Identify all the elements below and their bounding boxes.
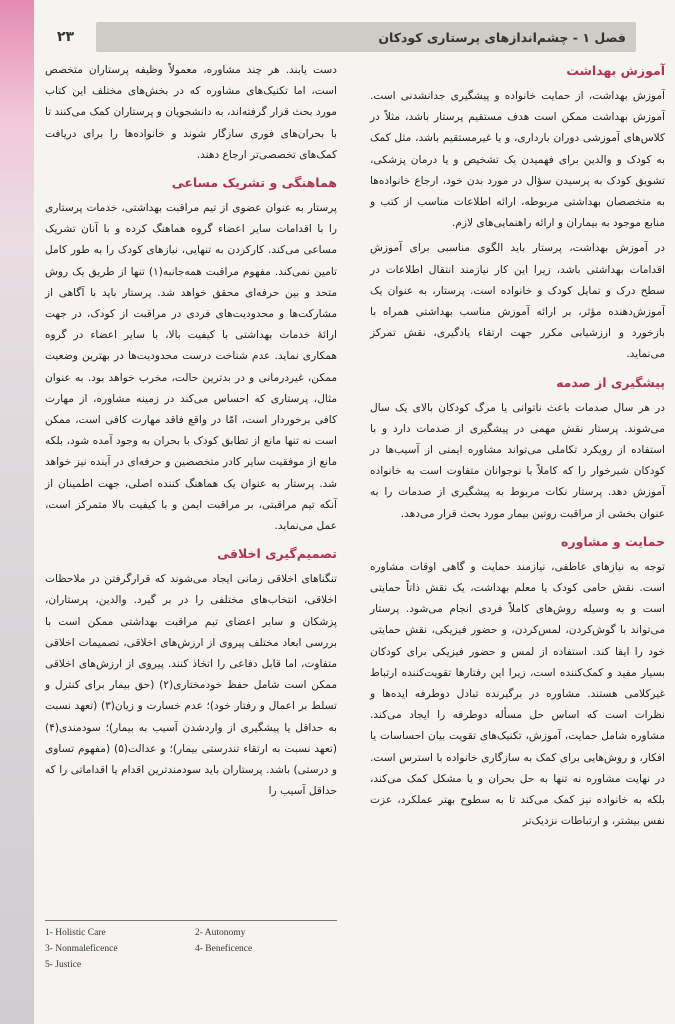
body-paragraph: توجه به نیازهای عاطفی، نیازمند حمایت و گاهی اوقات مشاوره است. نقش حامی کودک یا معلم بهداشت، یک نقش ذاتاً حمایتی است و به وسیله روش‌های کاملاً فردی انجام می‌شود. پرستار می‌تواند با گوش‌کردن، لمس‌کردن، و حضور فیزیکی، نقش حمایتی خود را ایفا کند. استفاده از لمس و حضور فیزیکی برای کودکان بسیار مفید و کمک‌کننده است، زیرا این رفتارها تقویت‌کننده ارتباط غیرکلامی هستند. مشاوره در برگیرنده تبادل دوطرفه ایده‌ها و نظرات است که اساس حل مسأله دوطرفه را ایجاد می‌کند. مشاوره شامل حمایت، آموزش، تکنیک‌های تقویت بیان احساسات یا افکار، و روش‌هایی برای کمک به سازگاری خانواده با استرس است. در نهایت مشاوره نه تنها به حل بحران و یا مشکل کمک می‌کند، بلکه به خانواده نیز کمک می‌کند تا به سطوح بهتر عملکرد، عزت نفس بیشتر، و ارتباطات نزدیک‌تر <box>370 560 665 828</box>
section-heading: تصمیم‌گیری اخلاقی <box>217 546 337 562</box>
chapter-title-bar <box>96 22 636 52</box>
section-heading: حمایت و مشاوره <box>561 533 665 549</box>
footnotes <box>45 920 337 973</box>
right-text-column <box>370 60 665 837</box>
body-paragraph: پرستار به عنوان عضوی از تیم مراقبت بهداشتی، خدمات پرستاری را با اقدامات سایر اعضاء گروه هماهنگ کرده و با آنان تشریک مساعی می‌کند. کارکردن به تنهایی، نیازهای کودک را به طور کامل تامین نمی‌کند. مفهوم مراقبت همه‌جانبه(۱) تنها از طریق یک روش متحد و بین حرفه‌ای محقق خواهد شد. پرستار باید با آگاهی از مشارکت‌ها و محدودیت‌های فردی در مراقبت از کودک، در جهت ارائهٔ خدمات بهداشتی با کیفیت بالا، با سایر اعضاء در گروه همکاری نماید. عدم شناخت درست محدودیت‌ها در بهترین وضعیت ممکن، غیردرمانی و در بدترین حالت، مخرب خواهد بود. به عنوان مثال، پرستاری که احساس می‌کند در زمینه مشاوره، از مهارت کافی برخوردار است، امّا در واقع فاقد مهارت کافی است، ممکن است نه تنها مانع از تطابق کودک با بحران به وجود آمده شود، بلکه مانع از موفقیت سایر کادر متخصصین و حرفه‌ای در آینده نیز خواهد شد. پرستار به عنوان یک هماهنگ کننده اصلی، جهت اطمینان از آنکه تیم مراقبتی، بر مراقبت ایمن و با کیفیت بالا متمرکز است، عمل می‌نماید. <box>45 202 337 533</box>
body-paragraph: تنگناهای اخلاقی زمانی ایجاد می‌شوند که قرارگرفتن در ملاحظات اخلاقی، انتخاب‌های مختلفی را در بر گیرد. والدین، پرستاران، پزشکان و سایر اعضای تیم مراقبت بهداشتی ممکن است با بررسی ابعاد مختلف پیروی از ارزش‌های اخلاقی، تصمیمات اخلاقی متفاوت، اما قابل دفاعی را اتخاذ کنند. پیروی از ارزش‌های اخلاقی ممکن است شامل حفظ خودمختاری(۲) (حق بیمار برای کنترل و تسلط بر اعمال و رفتار خود)؛ عدم خسارت و زیان(۳) (تعهد نسبت به حداقل یا پیشگیری از واردشدن آسیب به بیمار)؛ سودمندی(۴) (تعهد نسبت به ارتقاء تندرستی بیمار)؛ و عدالت(۵) (مفهوم تساوی و درستی) باشد. پرستاران باید سودمندترین اقدام یا اقداماتی را که حداقل آسیب را <box>45 573 338 798</box>
footnote-item: 4- Beneficence <box>195 944 253 954</box>
section-heading: پیشگیری از صدمه <box>556 374 665 390</box>
section-heading: آموزش بهداشت <box>566 63 665 78</box>
section-heading: هماهنگی و تشریک مساعی <box>171 175 337 191</box>
page-number: ۲۳ <box>56 29 75 45</box>
footnote-item: 3- Nonmaleficence <box>45 944 118 954</box>
footnote-item: 2- Autonomy <box>195 928 246 938</box>
left-text-column <box>45 60 337 807</box>
body-paragraph: دست یابند. هر چند مشاوره، معمولاً وظیفه پرستاران متخصص است، اما تکنیک‌های مشاوره که در بخش‌های مختلف این کتاب مورد بحث قرار گرفته‌اند، به دانشجویان و پرستاران کمک می‌کنند تا با بحران‌های فوری سازگار شوند و خانواده‌ها را برای دریافت کمک‌های تخصصی‌تر ارجاع دهند. <box>45 64 337 161</box>
body-paragraph: در آموزش بهداشت، پرستار باید الگوی مناسبی برای آموزش اقدامات بهداشتی باشد، زیرا این کار نیازمند انتقال اطلاعات در سطح درک و تمایل کودک و خانواده است. پرستار، به عنوان یک آموزش‌دهنده مؤثر، بر ارائه آموزش مناسب بهداشتی همراه با بازخورد و ارزشیابی مکرر جهت ارتقاء یادگیری، نقش تمرکز می‌نماید. <box>370 242 665 361</box>
chapter-title: فصل ۱ - چشم‌اندازهای پرستاری کودکان <box>378 29 626 45</box>
footnote-item: 1- Holistic Care <box>45 928 106 938</box>
body-paragraph: آموزش بهداشت، از حمایت خانواده و پیشگیری جدانشدنی است. آموزش بهداشت ممکن است هدف مستقیم پرستار باشد، مثلاً در کلاس‌های آموزشی دوران بارداری، و یا غیرمستقیم باشد، مثل کمک به کودک و والدین برای فهمیدن یک تشخیص و یا درمان پزشکی، تشویق کودک به پرسیدن سؤال در مورد بدن خود، ارجاع خانواده‌ها به متخصصان بهداشتی مربوطه، ارائه اطلاعات مناسب از کتب و منابع موجود به بیماران و ارائه راهنمایی‌های لازم. <box>370 90 665 230</box>
page-header <box>38 22 636 52</box>
page-edge-strip <box>0 0 34 1024</box>
body-paragraph: در هر سال صدمات باعث ناتوانی یا مرگ کودکان بالای یک سال می‌شوند. پرستار نقش مهمی در پیشگیری از صدمات دارد و با استفاده از رویکرد تکاملی می‌تواند مشاوره ایمنی از آسیب‌ها در کودکان شیرخوار را که کاملاً با نوجوانان متفاوت است به خانواده آموزش دهد. پرستار نکات مربوط به پیشگیری از صدمات را به عنوان بخشی از مراقبت روتین بیمار مورد بحث قرار می‌دهد. <box>370 401 665 520</box>
footnote-item: 5- Justice <box>45 960 82 970</box>
